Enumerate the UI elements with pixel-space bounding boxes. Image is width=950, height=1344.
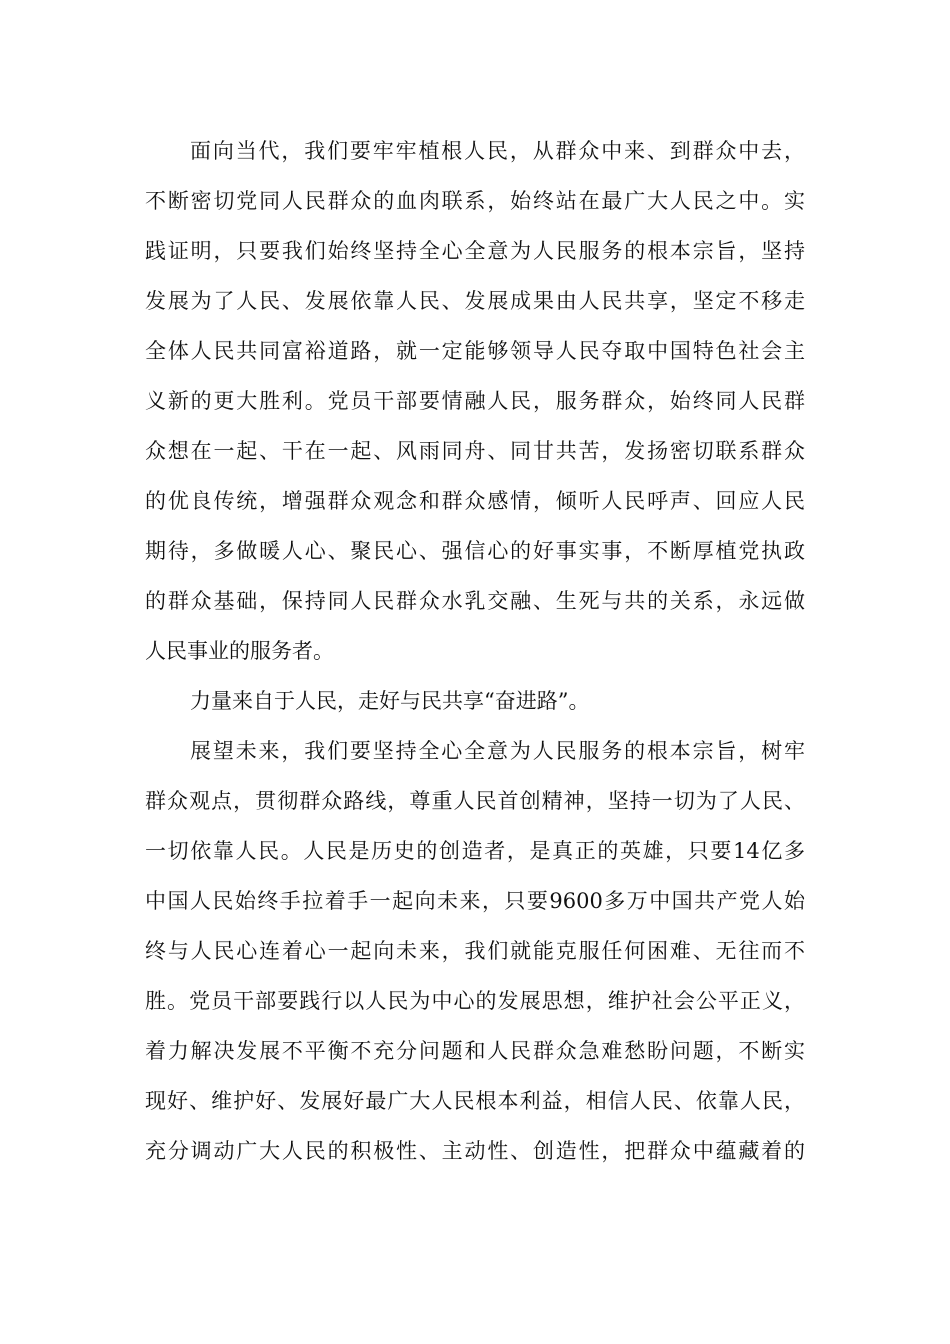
paragraph-line: 终与人民心连着心一起向未来，我们就能克服任何困难、无往而不 — [145, 939, 805, 963]
section-heading: 力量来自于人民，走好与民共享“奋进路”。 — [190, 689, 590, 713]
paragraph-line: 全体人民共同富裕道路，就一定能够领导人民夺取中国特色社会主 — [145, 339, 805, 363]
paragraph-line: 发展为了人民、发展依靠人民、发展成果由人民共享，坚定不移走 — [145, 289, 805, 313]
paragraph-line: 群众观点，贯彻群众路线，尊重人民首创精神，坚持一切为了人民、 — [145, 789, 805, 813]
paragraph-line: 人民事业的服务者。 — [145, 639, 334, 663]
paragraph-line: 的群众基础，保持同人民群众水乳交融、生死与共的关系，永远做 — [145, 589, 805, 613]
paragraph-line: 胜。党员干部要践行以人民为中心的发展思想，维护社会公平正义， — [145, 989, 805, 1013]
paragraph-line: 众想在一起、干在一起、风雨同舟、同甘共苦，发扬密切联系群众 — [145, 439, 805, 463]
paragraph-line: 展望未来，我们要坚持全心全意为人民服务的根本宗旨，树牢 — [190, 739, 805, 763]
paragraph-line: 着力解决发展不平衡不充分问题和人民群众急难愁盼问题，不断实 — [145, 1039, 805, 1063]
paragraph-line: 不断密切党同人民群众的血肉联系，始终站在最广大人民之中。实 — [145, 189, 805, 213]
paragraph-line: 践证明，只要我们始终坚持全心全意为人民服务的根本宗旨，坚持 — [145, 239, 805, 263]
paragraph-line: 现好、维护好、发展好最广大人民根本利益，相信人民、依靠人民， — [145, 1089, 805, 1113]
paragraph-line: 一切依靠人民。人民是历史的创造者，是真正的英雄，只要14亿多 — [145, 839, 805, 863]
paragraph-line: 充分调动广大人民的积极性、主动性、创造性，把群众中蕴藏着的 — [145, 1139, 805, 1163]
paragraph-line: 期待，多做暖人心、聚民心、强信心的好事实事，不断厚植党执政 — [145, 539, 805, 563]
paragraph-line: 中国人民始终手拉着手一起向未来，只要9600多万中国共产党人始 — [145, 889, 805, 913]
paragraph-line: 义新的更大胜利。党员干部要情融人民，服务群众，始终同人民群 — [145, 389, 805, 413]
paragraph-line: 的优良传统，增强群众观念和群众感情，倾听人民呼声、回应人民 — [145, 489, 805, 513]
paragraph-line: 面向当代，我们要牢牢植根人民，从群众中来、到群众中去， — [190, 139, 805, 163]
